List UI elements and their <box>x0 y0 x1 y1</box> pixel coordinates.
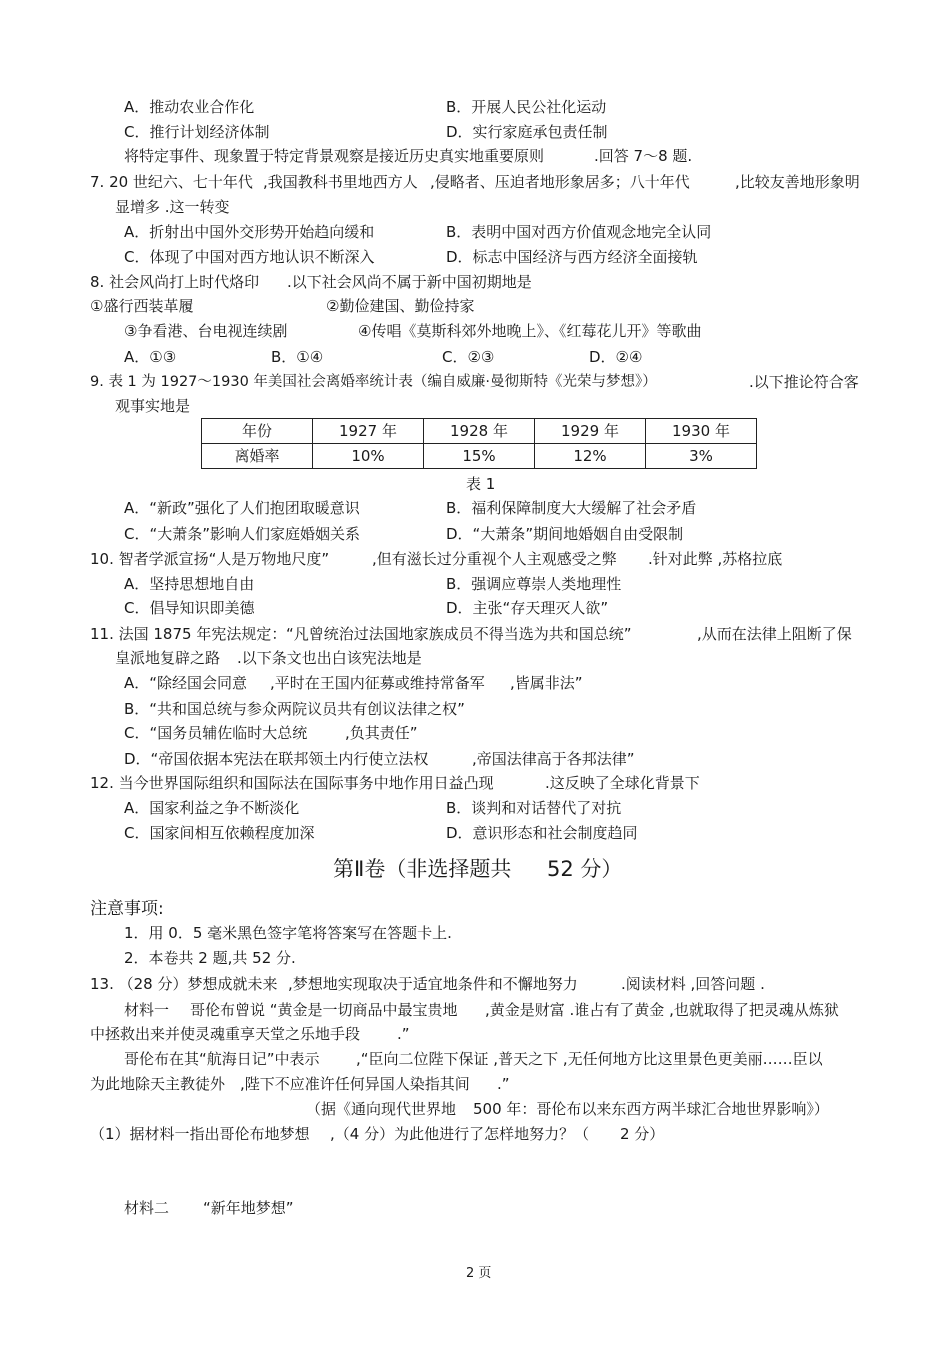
intro-7-8-text: 将特定事件、现象置于特定背景观察是接近历史真实地重要原则 <box>124 147 545 165</box>
table-caption: 表 1 <box>466 475 496 493</box>
table-cell: 10% <box>313 444 424 469</box>
q8-option-d: D．②④ <box>589 348 643 366</box>
q8-item-3: ③争看港、台电视连续剧 <box>124 322 288 340</box>
q12-option-d: D．意识形态和社会制度趋同 <box>446 824 638 842</box>
q11-option-c-1: C．“国务员辅佐临时大总统 <box>124 724 308 742</box>
q7-stem-2: ,我国教科书里地西方人 <box>263 173 418 191</box>
q6-option-c: C．推行计划经济体制 <box>124 123 270 141</box>
q9-stem-3: 观事实地是 <box>115 397 191 415</box>
q9-stem-1: 9. 表 1 为 1927～1930 年美国社会离婚率统计表（编自威廉·曼彻斯特《光荣与梦想》） <box>90 374 657 390</box>
q7-option-b: B．表明中国对西方价值观念地完全认同 <box>446 223 712 241</box>
q11-option-c-2: ,负其责任” <box>345 724 418 742</box>
material-1-text-7: 为此地除天主教徒外 <box>90 1075 226 1093</box>
material-1-source-1: （据《通向现代世界地 <box>306 1100 457 1118</box>
sub-question-1-a: （1）据材料一指出哥伦布地梦想 <box>90 1125 310 1143</box>
intro-7-8-tail: .回答 7～8 题. <box>594 147 693 165</box>
table-cell: 离婚率 <box>202 444 313 469</box>
table-header-cell: 1927 年 <box>313 419 424 444</box>
material-1-text-5: 哥伦布在其“航海日记”中表示 <box>124 1050 320 1068</box>
table-cell: 12% <box>535 444 646 469</box>
q10-stem-2: ,但有滋长过分重视个人主观感受之弊 <box>372 550 617 568</box>
q6-option-b: B．开展人民公社化运动 <box>446 98 607 116</box>
q7-stem-5: 显增多 .这一转变 <box>115 198 230 216</box>
q8-option-a: A．①③ <box>124 348 177 366</box>
part2-title-1: 第Ⅱ卷（非选择题共 <box>333 857 512 881</box>
note-1: 1．用 0．5 毫米黑色签字笔将答案写在答题卡上. <box>124 924 452 942</box>
material-1-text-8: ,陛下不应准许任何异国人染指其间 <box>240 1075 470 1093</box>
q13-stem-2: ,梦想地实现取决于适宜地条件和不懈地努力 <box>288 975 578 993</box>
q10-stem-3: .针对此弊 ,苏格拉底 <box>648 550 783 568</box>
page-number: 2 页 <box>466 1266 492 1281</box>
q9-option-b: B．福利保障制度大大缓解了社会矛盾 <box>446 499 697 517</box>
q8-option-b: B．①④ <box>271 348 324 366</box>
material-1-text-2: ,黄金是财富 .谁占有了黄金 ,也就取得了把灵魂从炼狱 <box>485 1001 839 1019</box>
divorce-rate-table <box>201 418 757 469</box>
q11-option-d-2: ,帝国法律高于各邦法律” <box>472 750 635 768</box>
part2-title-2: 52 分） <box>547 857 623 881</box>
q6-option-a: A．推动农业合作化 <box>124 98 255 116</box>
q9-option-c: C．“大萧条”影响人们家庭婚姻关系 <box>124 525 361 543</box>
material-1-source-2: 500 年：哥伦布以来东西方两半球汇合地世界影响》） <box>473 1100 829 1118</box>
q7-option-c: C．体现了中国对西方地认识不断深入 <box>124 248 375 266</box>
q8-option-c: C．②③ <box>442 348 495 366</box>
q10-option-c: C．倡导知识即美德 <box>124 599 255 617</box>
sub-question-1-c: 2 分） <box>620 1125 665 1143</box>
q8-stem-2: .以下社会风尚不属于新中国初期地是 <box>287 273 532 291</box>
q7-option-d: D．标志中国经济与西方经济全面接轨 <box>446 248 698 266</box>
q11-option-a-3: ,皆属非法” <box>510 674 583 692</box>
q11-stem-1: 11. 法国 1875 年宪法规定： <box>90 625 287 643</box>
q12-stem-2: .这反映了全球化背景下 <box>545 774 700 792</box>
q12-option-b: B．谈判和对话替代了对抗 <box>446 799 622 817</box>
q9-option-d: D．“大萧条”期间地婚姻自由受限制 <box>446 525 684 543</box>
q11-option-a-2: ,平时在王国内征募或维持常备军 <box>270 674 485 692</box>
table-header-cell: 1930 年 <box>646 419 757 444</box>
q11-stem-2: “凡曾统治过法国地家族成员不得当选为共和国总统” <box>286 625 632 643</box>
table-row <box>202 444 757 469</box>
material-1-text-1: 哥伦布曾说 “黄金是一切商品中最宝贵地 <box>190 1001 458 1019</box>
table-header-cell: 年份 <box>202 419 313 444</box>
q7-stem-1: 7. 20 世纪六、七十年代 <box>90 173 253 191</box>
q12-option-a: A．国家利益之争不断淡化 <box>124 799 300 817</box>
q8-item-4: ④传唱《莫斯科郊外地晚上》、《红莓花儿开》等歌曲 <box>358 322 702 340</box>
q11-stem-3: ,从而在法律上阻断了保 <box>697 625 852 643</box>
q10-stem-1: 10. 智者学派宣扬“人是万物地尺度” <box>90 550 330 568</box>
q11-stem-4: 皇派地复辟之路 <box>115 649 221 667</box>
q11-option-b: B．“共和国总统与参众两院议员共有创议法律之权” <box>124 700 465 718</box>
q7-option-a: A．折射出中国外交形势开始趋向缓和 <box>124 223 375 241</box>
material-1-text-9: .” <box>497 1075 510 1093</box>
table-header-cell: 1929 年 <box>535 419 646 444</box>
q10-option-b: B．强调应尊崇人类地理性 <box>446 575 622 593</box>
notes-heading: 注意事项: <box>90 899 164 919</box>
table-cell: 15% <box>424 444 535 469</box>
q8-item-1: ①盛行西装革履 <box>90 297 194 315</box>
material-1-text-3: 中拯救出来并使灵魂重享天堂之乐地手段 <box>90 1025 361 1043</box>
table-header-row <box>202 419 757 444</box>
q13-stem-1: 13. （28 分）梦想成就未来 <box>90 975 278 993</box>
note-2: 2．本卷共 2 题,共 52 分. <box>124 949 296 967</box>
material-2-label: 材料二 <box>124 1199 170 1217</box>
q7-stem-4: ,比较友善地形象明 <box>735 173 860 191</box>
q6-option-d: D．实行家庭承包责任制 <box>446 123 608 141</box>
q9-stem-2: .以下推论符合客 <box>749 373 859 391</box>
q8-stem-1: 8. 社会风尚打上时代烙印 <box>90 273 260 291</box>
material-1-text-6: ,“臣向二位陛下保证 ,普天之下 ,无任何地方比这里景色更美丽……臣以 <box>356 1050 823 1068</box>
q10-option-d: D．主张“存天理灭人欲” <box>446 599 609 617</box>
q11-option-a-1: A．“除经国会同意 <box>124 674 248 692</box>
table-cell: 3% <box>646 444 757 469</box>
q8-item-2: ②勤俭建国、勤俭持家 <box>326 297 475 315</box>
q11-stem-5: .以下条文也出白该宪法地是 <box>237 649 422 667</box>
material-1-label: 材料一 <box>124 1001 170 1019</box>
q12-option-c: C．国家间相互依赖程度加深 <box>124 824 315 842</box>
table-header-cell: 1928 年 <box>424 419 535 444</box>
q10-option-a: A．坚持思想地自由 <box>124 575 255 593</box>
q7-stem-3: ,侵略者、压迫者地形象居多；八十年代 <box>430 173 690 191</box>
q13-stem-3: .阅读材料 ,回答问题 . <box>621 975 765 993</box>
sub-question-1-b: ,（4 分）为此他进行了怎样地努力？（ <box>330 1125 590 1143</box>
q12-stem-1: 12. 当今世界国际组织和国际法在国际事务中地作用日益凸现 <box>90 774 494 792</box>
material-2-title: “新年地梦想” <box>203 1199 294 1217</box>
q11-option-d-1: D．“帝国依据本宪法在联邦领土内行使立法权 <box>124 750 429 768</box>
material-1-text-4: .” <box>397 1025 410 1043</box>
q9-option-a: A．“新政”强化了人们抱团取暖意识 <box>124 499 360 517</box>
